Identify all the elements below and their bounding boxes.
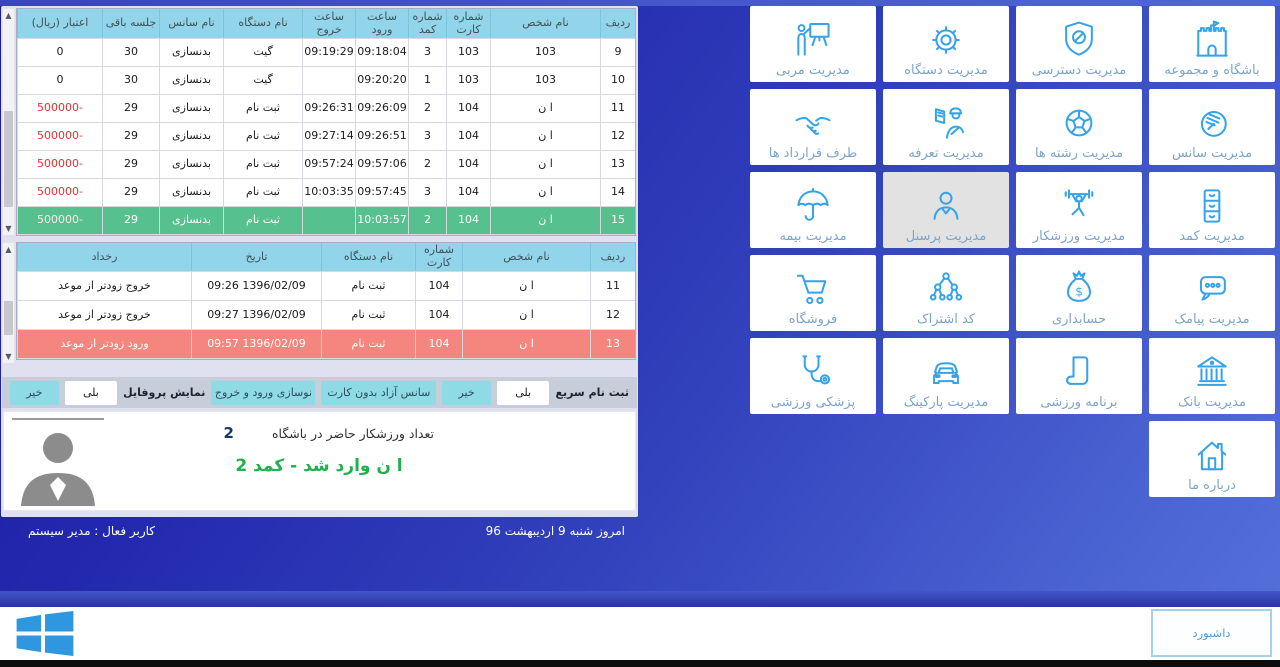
cell-exit-time: 09:26:31 [302,95,355,122]
scroll-down-arrow-icon[interactable]: ▼ [5,224,12,233]
tile-label: حسابداری [1051,312,1107,327]
tile-label: مدیریت دستگاه [904,63,988,78]
cell-date: 09:26 1396/02/09 [191,272,321,300]
tariff-officer-icon [924,101,968,145]
tile-label: مدیریت مربی [776,63,850,78]
tile-athlete-management[interactable] [1016,172,1142,248]
tile-insurance-management[interactable] [750,172,876,248]
column-header: نام شخص [462,243,590,271]
column-header: جلسه باقی [102,9,159,38]
scroll-down-arrow-icon[interactable]: ▼ [5,352,12,361]
cell-row-number: 9 [600,39,635,66]
weightlifter-icon [1057,184,1101,228]
cell-entry-time: 09:57:06 [355,151,408,178]
cell-remaining-sessions: 29 [102,179,159,206]
cell-row-number: 11 [600,95,635,122]
cell-credit: 500000- [17,207,102,234]
bank-icon [1190,350,1234,394]
tile-label: برنامه ورزشی [1040,395,1118,410]
tile-label: مدیریت ورزشکار [1032,229,1126,244]
cell-session-name: بدنسازی [159,67,223,94]
tile-label: مدیریت پیامک [1174,312,1250,327]
tile-locker-management[interactable] [1149,172,1275,248]
bottom-black-bar [0,660,1280,667]
cell-session-name: بدنسازی [159,207,223,234]
cell-entry-time: 09:26:09 [355,95,408,122]
events-table-scrollbar[interactable] [2,242,15,364]
attendance-table [16,8,636,236]
events-table-body [17,272,635,359]
scrollbar-thumb[interactable] [4,111,13,207]
cell-card-number: 103 [446,67,490,94]
tile-label: طرف قرارداد ها [768,146,858,161]
money-bag-icon [1057,267,1101,311]
cell-exit-time: 10:03:35 [302,179,355,206]
entry-message: ا ن وارد شد - کمد 2 [235,456,403,476]
cell-exit-time: 09:19:29 [302,39,355,66]
tile-coach-management[interactable] [750,6,876,82]
cell-card-number: 103 [446,39,490,66]
table-row[interactable] [17,272,635,301]
table-row[interactable] [17,95,635,123]
tile-about-us[interactable] [1149,421,1275,497]
cell-event: خروج زودتر از موعد [17,272,191,300]
column-header: شماره کمد [408,9,446,38]
active-user-text: کاربر فعال : مدیر سیستم [28,524,156,538]
cell-device-name: ثبت نام [321,301,415,329]
cell-entry-time: 09:18:04 [355,39,408,66]
quick-register-yes-button[interactable]: بلی [497,381,550,405]
attendance-table-scrollbar[interactable] [2,8,15,236]
home-icon [1190,433,1234,477]
cell-person-name: ا ن [462,301,590,329]
tile-access-management[interactable] [1016,6,1142,82]
tile-exercise-program[interactable] [1016,338,1142,414]
present-count-value: 2 [223,424,234,442]
shopping-cart-icon [791,267,835,311]
cell-person-name: ا ن [490,95,600,122]
tile-label: مدیریت رشته ها [1034,146,1124,161]
quick-actions-toolbar [2,377,637,408]
soccer-ball-icon [1057,101,1101,145]
tile-label: کد اشتراک [917,312,975,327]
footer-shadow-band [0,591,1280,607]
column-header: ساعت ورود [355,9,408,38]
cell-device-name: ثبت نام [223,179,302,206]
cell-locker-number: 3 [408,179,446,206]
scroll-up-arrow-icon[interactable]: ▲ [5,11,12,20]
attendance-table-body [17,39,635,235]
column-header: اعتبار (ریال) [17,9,102,38]
tile-label: مدیریت بانک [1178,395,1246,410]
cell-device-name: ثبت نام [223,151,302,178]
show-profile-label: نمایش پروفایل [123,386,206,399]
cell-exit-time [302,207,355,234]
cell-locker-number: 1 [408,67,446,94]
member-status-panel [3,411,636,511]
events-table-header [17,243,635,272]
cell-locker-number: 3 [408,123,446,150]
cell-row-number: 12 [590,301,635,329]
cell-remaining-sessions: 29 [102,95,159,122]
cell-entry-time: 09:26:51 [355,123,408,150]
cell-device-name: ثبت نام [223,95,302,122]
cell-remaining-sessions: 30 [102,39,159,66]
tile-session-management[interactable] [1149,89,1275,165]
cell-exit-time: 09:57:24 [302,151,355,178]
show-profile-yes-button[interactable]: بلی [65,381,118,405]
cell-event: خروج زودتر از موعد [17,301,191,329]
tile-disciplines-management[interactable] [1016,89,1142,165]
cell-remaining-sessions: 29 [102,207,159,234]
tile-label: مدیریت سانس [1171,146,1253,161]
table-row[interactable] [17,301,635,330]
tile-device-management[interactable] [883,6,1009,82]
cell-person-name: ا ن [490,151,600,178]
handshake-icon [791,101,835,145]
tile-label: مدیریت کمد [1179,229,1245,244]
cell-row-number: 11 [590,272,635,300]
cell-credit: 0 [17,39,102,66]
quick-register-no-button[interactable]: خیر [442,381,491,405]
renew-entry-exit-button[interactable]: نوسازی ورود و خروج [211,381,315,405]
tile-contract-parties[interactable] [750,89,876,165]
cell-person-name: ا ن [462,330,590,358]
monitoring-panel [1,6,638,517]
column-header: نام سانس [159,9,223,38]
cell-device-name: ثبت نام [321,272,415,300]
table-row[interactable] [17,39,635,67]
cell-remaining-sessions: 30 [102,67,159,94]
cell-person-name: 103 [490,67,600,94]
cell-row-number: 15 [600,207,635,234]
cell-session-name: بدنسازی [159,123,223,150]
cell-locker-number: 2 [408,95,446,122]
cell-card-number: 104 [446,123,490,150]
cell-row-number: 14 [600,179,635,206]
tile-label: مدیریت دسترسی [1031,63,1127,78]
dashboard-button[interactable]: داشبورد [1151,609,1272,657]
chat-bubble-icon [1190,267,1234,311]
cell-card-number: 104 [446,179,490,206]
cell-device-name: ثبت نام [321,330,415,358]
tile-label: مدیریت پرسنل [905,229,987,244]
column-header: نام دستگاه [223,9,302,38]
show-profile-no-button[interactable]: خیر [10,381,59,405]
cell-locker-number: 2 [408,151,446,178]
cell-remaining-sessions: 29 [102,123,159,150]
castle-icon [1190,18,1234,62]
column-header: ساعت خروج [302,9,355,38]
cell-session-name: بدنسازی [159,179,223,206]
cell-entry-time: 10:03:57 [355,207,408,234]
person-icon [924,184,968,228]
table-row[interactable] [17,123,635,151]
tile-shop[interactable] [750,255,876,331]
avatar [12,418,104,506]
table-row[interactable] [17,179,635,207]
tile-label: مدیریت تعرفه [908,146,984,161]
cell-card-number: 104 [415,301,462,329]
column-header: ردیف [600,9,635,38]
cell-entry-time: 09:20:20 [355,67,408,94]
cell-card-number: 104 [446,207,490,234]
free-session-without-card-button[interactable]: سانس آزاد بدون کارت [321,381,436,405]
cell-card-number: 104 [415,272,462,300]
table-row[interactable] [17,151,635,179]
column-header: رخداد [17,243,191,271]
tile-parking-management[interactable] [883,338,1009,414]
cell-person-name: ا ن [490,207,600,234]
cell-row-number: 13 [590,330,635,358]
cell-event: ورود زودتر از موعد [17,330,191,358]
column-header: ردیف [590,243,635,271]
cell-remaining-sessions: 29 [102,151,159,178]
present-count-line [174,424,434,442]
tile-label: درباره ما [1188,478,1236,493]
cell-date: 09:57 1396/02/09 [191,330,321,358]
column-header: نام شخص [490,9,600,38]
tile-label: مدیریت پارکینگ [903,395,989,410]
cell-card-number: 104 [415,330,462,358]
clock-icon [1190,101,1234,145]
table-row[interactable] [17,207,635,235]
scroll-icon [1057,350,1101,394]
windows-logo-icon[interactable] [12,610,78,657]
tile-label: مدیریت بیمه [779,229,847,244]
cell-person-name: ا ن [490,179,600,206]
scroll-up-arrow-icon[interactable]: ▲ [5,245,12,254]
cell-device-name: گیت [223,67,302,94]
tile-bank-management[interactable] [1149,338,1275,414]
column-header: شماره کارت [446,9,490,38]
cell-person-name: ا ن [462,272,590,300]
cell-person-name: 103 [490,39,600,66]
column-header: تاریخ [191,243,321,271]
cell-device-name: ثبت نام [223,207,302,234]
present-count-label: تعداد ورزشکار حاضر در باشگاه [271,425,434,441]
shield-block-icon [1057,18,1101,62]
presentation-icon [791,18,835,62]
locker-cabinet-icon [1190,184,1234,228]
column-header: نام دستگاه [321,243,415,271]
tile-tariff-management[interactable] [883,89,1009,165]
cell-locker-number: 2 [408,207,446,234]
tile-label: فروشگاه [788,312,838,327]
quick-register-label: ثبت نام سریع [555,386,629,399]
cell-credit: 500000- [17,95,102,122]
cell-date: 09:27 1396/02/09 [191,301,321,329]
cell-exit-time: 09:27:14 [302,123,355,150]
attendance-table-header [17,9,635,39]
cell-session-name: بدنسازی [159,95,223,122]
cell-credit: 500000- [17,151,102,178]
cell-session-name: بدنسازی [159,151,223,178]
scrollbar-thumb[interactable] [4,301,13,335]
umbrella-icon [791,184,835,228]
cell-credit: 0 [17,67,102,94]
gear-icon [924,18,968,62]
cell-session-name: بدنسازی [159,39,223,66]
cell-device-name: ثبت نام [223,123,302,150]
table-row[interactable] [17,67,635,95]
tile-sms-management[interactable] [1149,255,1275,331]
tile-label: باشگاه و مجموعه [1164,63,1260,78]
network-icon [924,267,968,311]
today-date-text: امروز شنبه 9 اردیبهشت 96 [485,524,625,538]
stethoscope-icon [791,350,835,394]
tile-personnel-management[interactable] [883,172,1009,248]
cell-credit: 500000- [17,123,102,150]
cell-credit: 500000- [17,179,102,206]
tile-accounting[interactable] [1016,255,1142,331]
cell-row-number: 12 [600,123,635,150]
car-icon [924,350,968,394]
tile-label: پزشکی ورزشی [770,395,856,410]
cell-row-number: 13 [600,151,635,178]
cell-card-number: 104 [446,151,490,178]
table-row[interactable] [17,330,635,359]
cell-exit-time [302,67,355,94]
taskbar [0,607,1280,660]
cell-person-name: ا ن [490,123,600,150]
events-table [16,242,636,360]
main-menu-grid [748,6,1275,497]
tile-subscription-code[interactable] [883,255,1009,331]
tile-club-complex[interactable] [1149,6,1275,82]
cell-device-name: گیت [223,39,302,66]
column-header: شماره کارت [415,243,462,271]
cell-card-number: 104 [446,95,490,122]
cell-locker-number: 3 [408,39,446,66]
tile-sports-medicine[interactable] [750,338,876,414]
cell-row-number: 10 [600,67,635,94]
cell-entry-time: 09:57:45 [355,179,408,206]
